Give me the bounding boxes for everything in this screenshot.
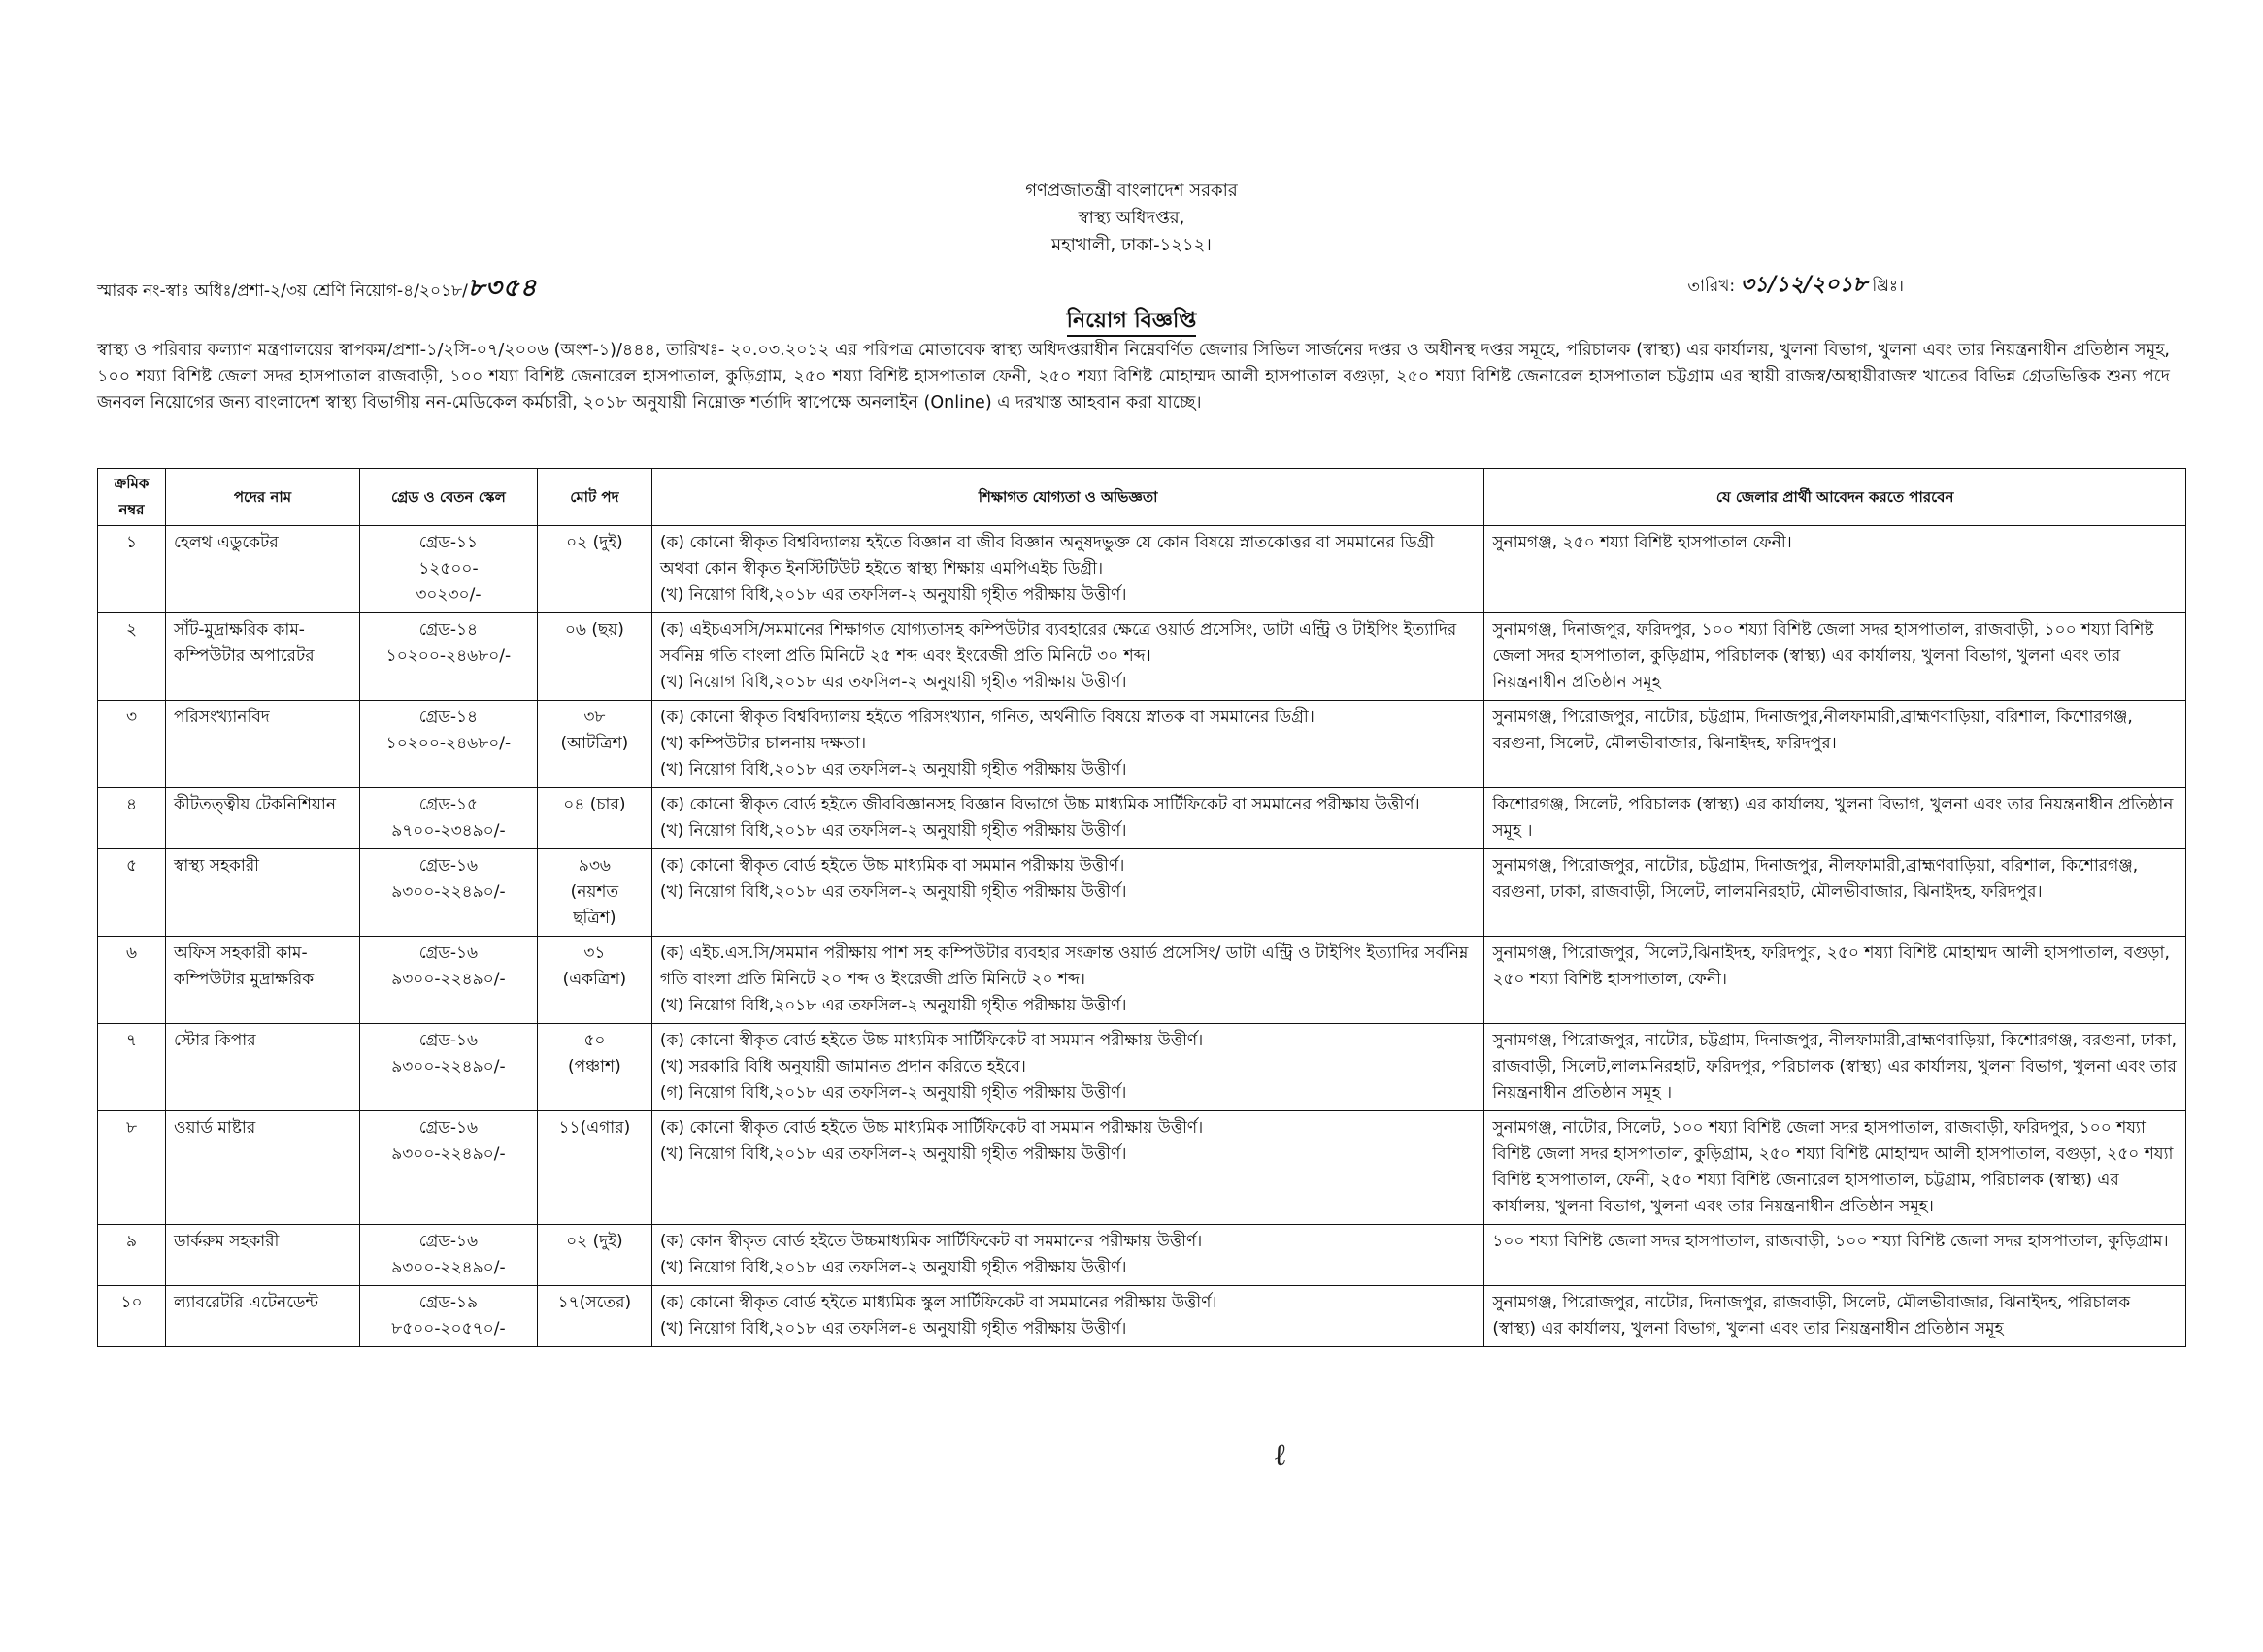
table-row [98, 1111, 2186, 1225]
header-eligible-district: যে জেলার প্রার্থী আবেদন করতে পারবেন [1484, 469, 2186, 526]
post-name-cell: ল্যাবরেটরি এটেনডেন্ট [165, 1286, 359, 1347]
total-posts-cell [537, 788, 651, 849]
handwritten-initial: ℓ [1271, 1437, 1288, 1473]
grade-line: গ্রেড-১৪ [418, 708, 479, 727]
date-handwritten: ৩১/১২/২০১৮ [1740, 272, 1867, 297]
serial-cell: ৮ [98, 1111, 166, 1225]
total-line: ০২ (দুই) [566, 1232, 623, 1251]
grade-scale-cell [359, 849, 537, 937]
eligible-district-cell: সুনামগঞ্জ, পিরোজপুর, নাটোর, চট্টগ্রাম, দিনাজপুর, নীলফামারী,ব্রাহ্মণবাড়িয়া, কিশোরগঞ্জ, বরগুনা, ঢাকা, রাজবাড়ী, সিলেট,লালমনিরহাট, ফরিদপুর, পরিচালক (স্বাস্থ্য) এর কার্যালয়, খুলনা বিভাগ, খুলনা এবং তার নিয়ন্ত্রনাধীন প্রতিষ্ঠান সমূহ । [1484, 1024, 2186, 1111]
serial-cell: ৬ [98, 937, 166, 1024]
qualification-item: (গ) নিয়োগ বিধি,২০১৮ এর তফসিল-২ অনুযায়ী গৃহীত পরীক্ষায় উত্তীর্ণ। [659, 1083, 1127, 1103]
qualification-item: (খ) সরকারি বিধি অনুযায়ী জামানত প্রদান করিতে হইবে। [659, 1057, 1026, 1076]
qualification-item: (ক) কোনো স্বীকৃত বোর্ড হইতে উচ্চ মাধ্যমিক সার্টিফিকেট বা সমমান পরীক্ষায় উত্তীর্ণ। [659, 1031, 1204, 1050]
total-posts-cell [537, 1111, 651, 1225]
qualification-item: (ক) কোনো স্বীকৃত বোর্ড হইতে জীববিজ্ঞানসহ বিজ্ঞান বিভাগে উচ্চ মাধ্যমিক সার্টিফিকেট বা সমমানের পরীক্ষায় উত্তীর্ণ। [659, 795, 1420, 814]
total-line: ৫০ [583, 1031, 606, 1050]
qualification-cell [651, 526, 1483, 613]
qualification-cell [651, 701, 1483, 788]
qualification-cell [651, 1111, 1483, 1225]
grade-scale-cell [359, 788, 537, 849]
grade-line: ৯৭০০-২৩৪৯০/- [391, 821, 506, 841]
total-line: ০৪ (চার) [563, 795, 626, 814]
qualification-cell [651, 1286, 1483, 1347]
qualification-item: (ক) কোনো স্বীকৃত বোর্ড হইতে উচ্চ মাধ্যমিক বা সমমান পরীক্ষায় উত্তীর্ণ। [659, 856, 1125, 876]
grade-line: ৯৩০০-২২৪৯০/- [391, 1144, 506, 1164]
serial-cell: ৫ [98, 849, 166, 937]
header-government: গণপ্রজাতন্ত্রী বাংলাদেশ সরকার [1025, 181, 1238, 201]
total-line: ১৭(সতের) [557, 1293, 632, 1312]
total-posts-cell [537, 613, 651, 701]
total-posts-cell [537, 526, 651, 613]
grade-scale-cell [359, 1225, 537, 1286]
qualification-item: (ক) এইচ.এস.সি/সমমান পরীক্ষায় পাশ সহ কম্পিউটার ব্যবহার সংক্রান্ত ওয়ার্ড প্রসেসিং/ ডাটা এন্ট্রি ও টাইপিং ইত্যাদির সর্বনিম্ন গতি বাংলা প্রতি মিনিটে ২০ শব্দ ও ইংরেজী প্রতি মিনিটে ২০ শব্দ। [659, 943, 1469, 989]
post-name-cell: হেলথ এডুকেটর [165, 526, 359, 613]
total-posts-cell [537, 1024, 651, 1111]
total-line: (একত্রিশ) [562, 970, 627, 989]
date-suffix: খ্রিঃ। [1872, 277, 1904, 296]
qualification-item: (খ) নিয়োগ বিধি,২০১৮ এর তফসিল-২ অনুযায়ী গৃহীত পরীক্ষায় উত্তীর্ণ। [659, 1144, 1127, 1164]
post-name-cell: ওয়ার্ড মাষ্টার [165, 1111, 359, 1225]
qualification-item: (খ) নিয়োগ বিধি,২০১৮ এর তফসিল-২ অনুযায়ী গৃহীত পরীক্ষায় উত্তীর্ণ। [659, 1258, 1127, 1277]
post-name-cell: কীটতত্ত্বীয় টেকনিশিয়ান [165, 788, 359, 849]
date-label: তারিখ: [1687, 277, 1736, 296]
memo-label: স্মারক নং-স্বাঃ অধিঃ/প্রশা-২/৩য় শ্রেণি নিয়োগ-৪/২০১৮/ [97, 281, 468, 301]
post-name-cell: পরিসংখ্যানবিদ [165, 701, 359, 788]
qualification-item: (ক) কোনো স্বীকৃত বিশ্ববিদ্যালয় হইতে বিজ্ঞান বা জীব বিজ্ঞান অনুষদভুক্ত যে কোন বিষয়ে স্নাতকোত্তর বা সমমানের ডিগ্রী অথবা কোন স্বীকৃত ইনস্টিটিউট হইতে স্বাস্থ্য শিক্ষায় এমপিএইচ ডিগ্রী। [659, 533, 1435, 578]
eligible-district-cell: সুনামগঞ্জ, ২৫০ শয্যা বিশিষ্ট হাসপাতাল ফেনী। [1484, 526, 2186, 613]
qualification-item: (ক) কোন স্বীকৃত বোর্ড হইতে উচ্চমাধ্যমিক সার্টিফিকেট বা সমমানের পরীক্ষায় উত্তীর্ণ। [659, 1232, 1203, 1251]
total-posts-cell [537, 1225, 651, 1286]
qualification-item: (খ) নিয়োগ বিধি,২০১৮ এর তফসিল-২ অনুযায়ী গৃহীত পরীক্ষায় উত্তীর্ণ। [659, 821, 1127, 841]
document-date [1687, 268, 1904, 304]
grade-line: ৮৫০০-২০৫৭০/- [391, 1319, 506, 1338]
total-line: ৩৮ [583, 708, 606, 727]
table-row [98, 1286, 2186, 1347]
total-line: ছত্রিশ) [573, 909, 616, 928]
post-name-cell: সাঁট-মুদ্রাক্ষরিক কাম-কম্পিউটার অপারেটর [165, 613, 359, 701]
total-line: (নয়শত [570, 882, 619, 902]
qualification-cell [651, 788, 1483, 849]
grade-line: ৩০২৩০/- [416, 585, 482, 605]
eligible-district-cell: সুনামগঞ্জ, পিরোজপুর, নাটোর, চট্টগ্রাম, দিনাজপুর, নীলফামারী,ব্রাহ্মণবাড়িয়া, বরিশাল, কিশোরগঞ্জ, বরগুনা, ঢাকা, রাজবাড়ী, সিলেট, লালমনিরহাট, মৌলভীবাজার, ঝিনাইদহ, ফরিদপুর। [1484, 849, 2186, 937]
grade-line: ১০২০০-২৪৬৮০/- [385, 734, 512, 753]
total-line: (পঞ্চাশ) [568, 1057, 621, 1076]
grade-scale-cell [359, 937, 537, 1024]
serial-cell: ৯ [98, 1225, 166, 1286]
serial-cell: ১ [98, 526, 166, 613]
qualification-item: (খ) নিয়োগ বিধি,২০১৮ এর তফসিল-২ অনুযায়ী গৃহীত পরীক্ষায় উত্তীর্ণ। [659, 760, 1127, 779]
total-posts-cell [537, 849, 651, 937]
qualification-item: (ক) এইচএসসি/সমমানের শিক্ষাগত যোগ্যতাসহ কম্পিউটার ব্যবহারের ক্ষেত্রে ওয়ার্ড প্রসেসিং, ডাটা এন্ট্রি ও টাইপিং ইত্যাদির সর্বনিম্ন গতি বাংলা প্রতি মিনিটে ২৫ শব্দ এবং ইংরেজী প্রতি মিনিটে ৩০ শব্দ। [659, 620, 1457, 666]
total-posts-cell [537, 937, 651, 1024]
notice-title: নিয়োগ বিজ্ঞপ্তি [0, 304, 2263, 340]
qualification-item: (ক) কোনো স্বীকৃত বোর্ড হইতে উচ্চ মাধ্যমিক সার্টিফিকেট বা সমমান পরীক্ষায় উত্তীর্ণ। [659, 1118, 1204, 1138]
vacancy-table [97, 468, 2186, 1347]
qualification-item: (খ) নিয়োগ বিধি,২০১৮ এর তফসিল-৪ অনুযায়ী গৃহীত পরীক্ষায় উত্তীর্ণ। [659, 1319, 1127, 1338]
eligible-district-cell: ১০০ শয্যা বিশিষ্ট জেলা সদর হাসপাতাল, রাজবাড়ী, ১০০ শয্যা বিশিষ্ট জেলা সদর হাসপাতাল, কুড়িগ্রাম। [1484, 1225, 2186, 1286]
eligible-district-cell: কিশোরগঞ্জ, সিলেট, পরিচালক (স্বাস্থ্য) এর কার্যালয়, খুলনা বিভাগ, খুলনা এবং তার নিয়ন্ত্রনাধীন প্রতিষ্ঠান সমূহ । [1484, 788, 2186, 849]
header-department: স্বাস্থ্য অধিদপ্তর, [1078, 208, 1185, 228]
table-row [98, 613, 2186, 701]
post-name-cell: স্বাস্থ্য সহকারী [165, 849, 359, 937]
post-name-cell: অফিস সহকারী কাম-কম্পিউটার মুদ্রাক্ষরিক [165, 937, 359, 1024]
serial-cell: ১০ [98, 1286, 166, 1347]
grade-line: ৯৩০০-২২৪৯০/- [391, 882, 506, 902]
table-row [98, 701, 2186, 788]
qualification-cell [651, 1225, 1483, 1286]
grade-scale-cell [359, 1111, 537, 1225]
serial-cell: ৭ [98, 1024, 166, 1111]
total-line: ০২ (দুই) [566, 533, 623, 552]
total-line: ৩১ [583, 943, 606, 963]
qualification-cell [651, 1024, 1483, 1111]
grade-line: গ্রেড-১৬ [418, 1031, 479, 1050]
grade-line: ১০২০০-২৪৬৮০/- [385, 646, 512, 666]
post-name-cell: ডার্করুম সহকারী [165, 1225, 359, 1286]
grade-scale-cell [359, 1286, 537, 1347]
grade-line: গ্রেড-১৬ [418, 856, 479, 876]
table-row [98, 1225, 2186, 1286]
qualification-item: (খ) নিয়োগ বিধি,২০১৮ এর তফসিল-২ অনুযায়ী গৃহীত পরীক্ষায় উত্তীর্ণ। [659, 996, 1127, 1015]
table-row [98, 937, 2186, 1024]
qualification-item: (খ) কম্পিউটার চালনায় দক্ষতা। [659, 734, 867, 753]
grade-line: গ্রেড-১৯ [418, 1293, 479, 1312]
qualification-item: (ক) কোনো স্বীকৃত বিশ্ববিদ্যালয় হইতে পরিসংখ্যান, গনিত, অর্থনীতি বিষয়ে স্নাতক বা সমমানের ডিগ্রী। [659, 708, 1315, 727]
table-row [98, 788, 2186, 849]
eligible-district-cell: সুনামগঞ্জ, পিরোজপুর, নাটোর, চট্টগ্রাম, দিনাজপুর,নীলফামারী,ব্রাহ্মণবাড়িয়া, বরিশাল, কিশোরগঞ্জ, বরগুনা, সিলেট, মৌলভীবাজার, ঝিনাইদহ, ফরিদপুর। [1484, 701, 2186, 788]
grade-line: গ্রেড-১১ [418, 533, 479, 552]
header-grade-scale: গ্রেড ও বেতন স্কেল [359, 469, 537, 526]
grade-line: ১২৫০০- [418, 559, 479, 578]
grade-scale-cell [359, 526, 537, 613]
serial-cell: ৪ [98, 788, 166, 849]
grade-scale-cell [359, 613, 537, 701]
header-qualification: শিক্ষাগত যোগ্যতা ও অভিজ্ঞতা [651, 469, 1483, 526]
grade-line: গ্রেড-১৪ [418, 620, 479, 640]
memo-handwritten-number: ৮৩৫৪ [467, 274, 538, 303]
grade-line: গ্রেড-১৫ [418, 795, 479, 814]
total-posts-cell [537, 701, 651, 788]
qualification-cell [651, 937, 1483, 1024]
table-row [98, 526, 2186, 613]
grade-line: গ্রেড-১৬ [418, 1232, 479, 1251]
serial-cell: ২ [98, 613, 166, 701]
table-row [98, 1024, 2186, 1111]
table-header-row [98, 469, 2186, 526]
total-line: (আটত্রিশ) [560, 734, 629, 753]
qualification-item: (খ) নিয়োগ বিধি,২০১৮ এর তফসিল-২ অনুযায়ী গৃহীত পরীক্ষায় উত্তীর্ণ। [659, 585, 1127, 605]
header-address: মহাখালী, ঢাকা-১২১২। [1051, 235, 1212, 255]
grade-scale-cell [359, 1024, 537, 1111]
grade-line: ৯৩০০-২২৪৯০/- [391, 1258, 506, 1277]
grade-line: ৯৩০০-২২৪৯০/- [391, 970, 506, 989]
header-serial: ক্রমিক নম্বর [98, 469, 166, 526]
post-name-cell: স্টোর কিপার [165, 1024, 359, 1111]
total-posts-cell [537, 1286, 651, 1347]
intro-paragraph: স্বাস্থ্য ও পরিবার কল্যাণ মন্ত্রণালয়ের স্বাপকম/প্রশা-১/২সি-০৭/২০০৬ (অংশ-১)/৪৪৪, তারিখঃ- ২০.০৩.২০১২ এর পরিপত্র মোতাবেক স্বাস্থ্য অধিদপ্তরাধীন নিম্নেবর্ণিত জেলার সিভিল সার্জনের দপ্তর ও অধীনস্থ দপ্তর সমূহে, পরিচালক (স্বাস্থ্য) এর কার্যালয়, খুলনা বিভাগ, খুলনা এবং তার নিয়ন্ত্রনাধীন প্রতিষ্ঠান সমূহ, ১০০ শয্যা বিশিষ্ট জেলা সদর হাসপাতাল রাজবাড়ী, ১০০ শয্যা বিশিষ্ট জেনারেল হাসপাতাল, কুড়িগ্রাম, ২৫০ শয্যা বিশিষ্ট হাসপাতাল ফেনী, ২৫০ শয্যা বিশিষ্ট মোহাম্মদ আলী হাসপাতাল বগুড়া, ২৫০ শয্যা বিশিষ্ট জেনারেল হাসপাতাল চট্টগ্রাম এর স্থায়ী রাজস্ব/অস্থায়ীরাজস্ব খাতের বিভিন্ন গ্রেডভিত্তিক শুন্য পদে জনবল নিয়োগের জন্য বাংলাদেশ স্বাস্থ্য বিভাগীয় নন-মেডিকেল কর্মচারী, ২০১৮ অনুযায়ী নিম্নোক্ত শর্তাদি স্বাপেক্ষে অনলাইন (Online) এ দরখাস্ত আহবান করা যাচ্ছে। [97, 341, 2170, 413]
serial-cell: ৩ [98, 701, 166, 788]
total-line: ০৬ (ছয়) [564, 620, 624, 640]
qualification-item: (ক) কোনো স্বীকৃত বোর্ড হইতে মাধ্যমিক স্কুল সার্টিফিকেট বা সমমানের পরীক্ষায় উত্তীর্ণ। [659, 1293, 1217, 1312]
qualification-cell [651, 613, 1483, 701]
header-total-posts: মোট পদ [537, 469, 651, 526]
document-header [0, 178, 2263, 259]
eligible-district-cell: সুনামগঞ্জ, পিরোজপুর, নাটোর, দিনাজপুর, রাজবাড়ী, সিলেট, মৌলভীবাজার, ঝিনাইদহ, পরিচালক (স্বাস্থ্য) এর কার্যালয়, খুলনা বিভাগ, খুলনা এবং তার নিয়ন্ত্রনাধীন প্রতিষ্ঠান সমূহ [1484, 1286, 2186, 1347]
grade-line: গ্রেড-১৬ [418, 1118, 479, 1138]
qualification-cell [651, 849, 1483, 937]
eligible-district-cell: সুনামগঞ্জ, নাটোর, সিলেট, ১০০ শয্যা বিশিষ্ট জেলা সদর হাসপাতাল, রাজবাড়ী, ফরিদপুর, ১০০ শয্যা বিশিষ্ট জেলা সদর হাসপাতাল, কুড়িগ্রাম, ২৫০ শয্যা বিশিষ্ট মোহাম্মদ আলী হাসপাতাল, বগুড়া, ২৫০ শয্যা বিশিষ্ট হাসপাতাল, ফেনী, ২৫০ শয্যা বিশিষ্ট জেনারেল হাসপাতাল, চট্টগ্রাম, পরিচালক (স্বাস্থ্য) এর কার্যালয়, খুলনা বিভাগ, খুলনা এবং তার নিয়ন্ত্রনাধীন প্রতিষ্ঠান সমূহ। [1484, 1111, 2186, 1225]
table-row [98, 849, 2186, 937]
eligible-district-cell: সুনামগঞ্জ, দিনাজপুর, ফরিদপুর, ১০০ শয্যা বিশিষ্ট জেলা সদর হাসপাতাল, রাজবাড়ী, ১০০ শয্যা বিশিষ্ট জেলা সদর হাসপাতাল, কুড়িগ্রাম, পরিচালক (স্বাস্থ্য) এর কার্যালয়, খুলনা বিভাগ, খুলনা এবং তার নিয়ন্ত্রনাধীন প্রতিষ্ঠান সমূহ [1484, 613, 2186, 701]
total-line: ১১(এগার) [558, 1118, 631, 1138]
total-line: ৯৩৬ [578, 856, 611, 876]
qualification-item: (খ) নিয়োগ বিধি,২০১৮ এর তফসিল-২ অনুযায়ী গৃহীত পরীক্ষায় উত্তীর্ণ। [659, 882, 1127, 902]
header-post-name: পদের নাম [165, 469, 359, 526]
grade-scale-cell [359, 701, 537, 788]
grade-line: ৯৩০০-২২৪৯০/- [391, 1057, 506, 1076]
qualification-item: (খ) নিয়োগ বিধি,২০১৮ এর তফসিল-২ অনুযায়ী গৃহীত পরীক্ষায় উত্তীর্ণ। [659, 673, 1127, 692]
eligible-district-cell: সুনামগঞ্জ, পিরোজপুর, সিলেট,ঝিনাইদহ, ফরিদপুর, ২৫০ শয্যা বিশিষ্ট মোহাম্মদ আলী হাসপাতাল, বগুড়া, ২৫০ শয্যা বিশিষ্ট হাসপাতাল, ফেনী। [1484, 937, 2186, 1024]
grade-line: গ্রেড-১৬ [418, 943, 479, 963]
